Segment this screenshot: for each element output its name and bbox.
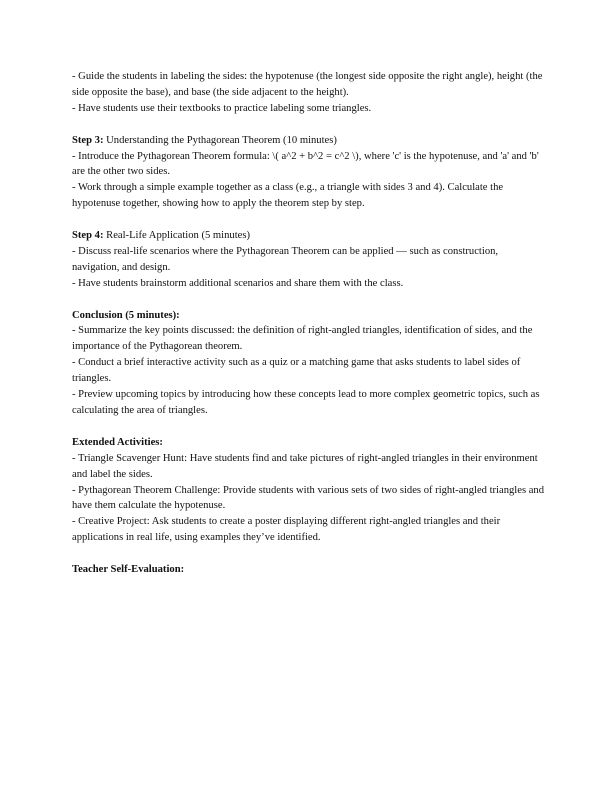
extended-line-1: - Triangle Scavenger Hunt: Have students find and take pictures of right-angled triangles in their environment and label the sides.	[72, 452, 538, 480]
step-4-line-1: - Discuss real-life scenarios where the Pythagorean Theorem can be applied — such as construction, navigation, and design.	[72, 245, 499, 273]
step-4-line-2: - Have students brainstorm additional scenarios and share them with the class.	[72, 277, 404, 289]
extended-line-3: - Creative Project: Ask students to create a poster displaying different right-angled triangles and their applications in real life, using examples they’ve identified.	[72, 516, 501, 544]
conclusion-line-3: - Preview upcoming topics by introducing how these concepts lead to more complex geometric topics, such as calculating the area of triangles.	[72, 389, 540, 416]
extended-line-2: - Pythagorean Theorem Challenge: Provide students with various sets of two sides of right-angled triangles and have them calculate the hypotenuse.	[72, 484, 545, 512]
intro-line-1: - Guide the students in labeling the sides: the hypotenuse (the longest side opposite the right angle), height (the side opposite the base), and base (the side adjacent to the height).	[72, 71, 543, 98]
step-4-label: Step 4:	[72, 230, 104, 242]
intro-line-2: - Have students use their textbooks to practice labeling some triangles.	[72, 102, 372, 114]
step-4-heading	[72, 228, 544, 244]
extended-activities-heading: Extended Activities:	[72, 436, 163, 448]
step-3-title: Understanding the Pythagorean Theorem (10 minutes)	[103, 134, 337, 146]
extended-activities-section	[72, 435, 544, 546]
self-evaluation-heading: Teacher Self-Evaluation:	[72, 564, 185, 576]
document-page	[72, 69, 544, 594]
step-3-section	[72, 133, 544, 213]
step-3-line-2: - Work through a simple example together as a class (e.g., a triangle with sides 3 and 4). Calculate the hypotenuse together, showing how to apply the theorem step by step.	[72, 182, 504, 210]
conclusion-line-1: - Summarize the key points discussed: the definition of right-angled triangles, identification of sides, and the importance of the Pythagorean theorem.	[72, 325, 533, 353]
self-evaluation-section	[72, 562, 544, 578]
step-4-title: Real-Life Application (5 minutes)	[103, 230, 251, 242]
step-4-section	[72, 228, 544, 292]
conclusion-section	[72, 308, 544, 419]
conclusion-heading: Conclusion (5 minutes):	[72, 309, 180, 321]
step-3-label: Step 3:	[72, 134, 104, 146]
step-3-line-1: - Introduce the Pythagorean Theorem formula: \( a^2 + b^2 = c^2 \), where 'c' is the hypotenuse, and 'a' and 'b' are the other two sides.	[72, 150, 539, 178]
intro-section	[72, 69, 544, 117]
conclusion-line-2: - Conduct a brief interactive activity such as a quiz or a matching game that asks students to label sides of triangles.	[72, 357, 521, 385]
step-3-heading	[72, 133, 544, 149]
